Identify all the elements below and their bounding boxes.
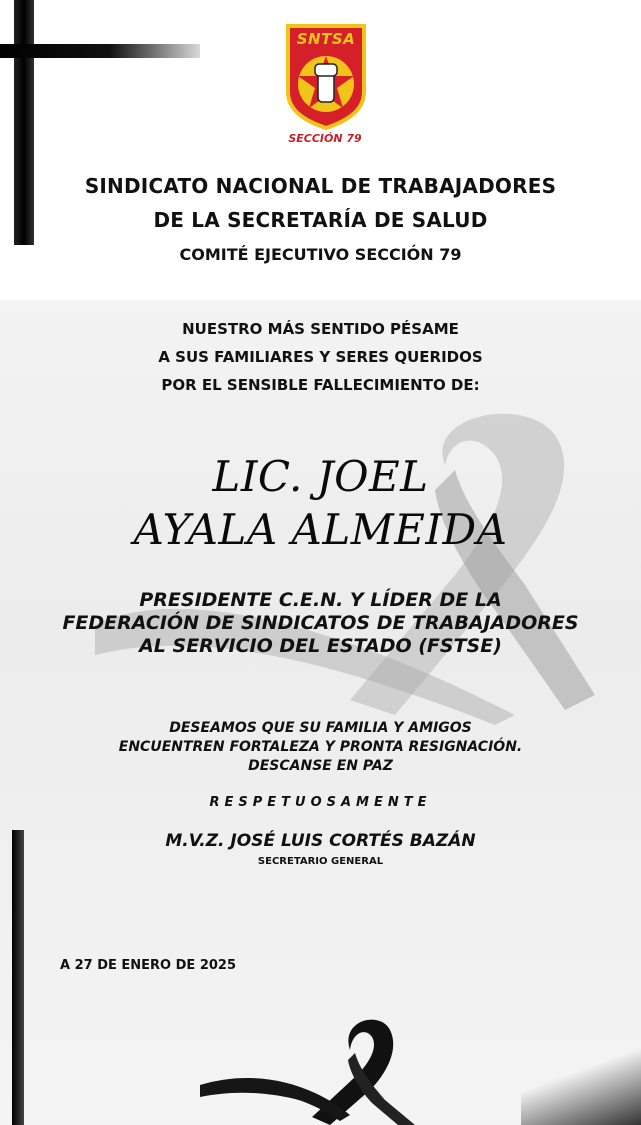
mourning-side-bar	[12, 830, 24, 1125]
role-line2: FEDERACIÓN DE SINDICATOS DE TRABAJADORES	[62, 612, 579, 634]
signer-name: M.V.Z. JOSÉ LUIS CORTÉS BAZÁN	[165, 831, 476, 851]
message-line3: DESCANSE EN PAZ	[248, 758, 393, 774]
logo-section-label: SECCIÓN 79	[288, 132, 362, 145]
message-line2: ENCUENTREN FORTALEZA Y PRONTA RESIGNACIÓN.	[118, 739, 523, 755]
union-name-line1: SINDICATO NACIONAL DE TRABAJADORES	[84, 174, 557, 198]
deceased-name-line2: AYALA ALMEIDA	[133, 505, 508, 554]
mourning-ribbon-gray-icon	[95, 395, 615, 725]
logo-acronym: SNTSA	[296, 30, 356, 48]
message-line1: DESEAMOS QUE SU FAMILIA Y AMIGOS	[169, 720, 472, 736]
condolence-line1: NUESTRO MÁS SENTIDO PÉSAME	[182, 320, 459, 338]
date-text: A 27 DE ENERO DE 2025	[60, 958, 237, 973]
cross-horizontal-bar	[0, 44, 200, 58]
mourning-ribbon-black-icon	[200, 1005, 430, 1125]
committee-line: COMITÉ EJECUTIVO SECCIÓN 79	[179, 245, 462, 264]
union-name-line2: DE LA SECRETARÍA DE SALUD	[153, 208, 488, 232]
role-line3: AL SERVICIO DEL ESTADO (FSTSE)	[139, 635, 502, 657]
condolence-line2: A SUS FAMILIARES Y SERES QUERIDOS	[158, 348, 483, 366]
deceased-name-line1: LIC. JOEL	[212, 452, 429, 501]
closing-text: RESPETUOSAMENTE	[209, 795, 432, 810]
signer-title: SECRETARIO GENERAL	[257, 856, 384, 867]
condolence-line3: POR EL SENSIBLE FALLECIMIENTO DE:	[161, 376, 480, 394]
corner-shadow	[521, 1040, 641, 1125]
role-line1: PRESIDENTE C.E.N. Y LÍDER DE LA	[139, 589, 502, 611]
